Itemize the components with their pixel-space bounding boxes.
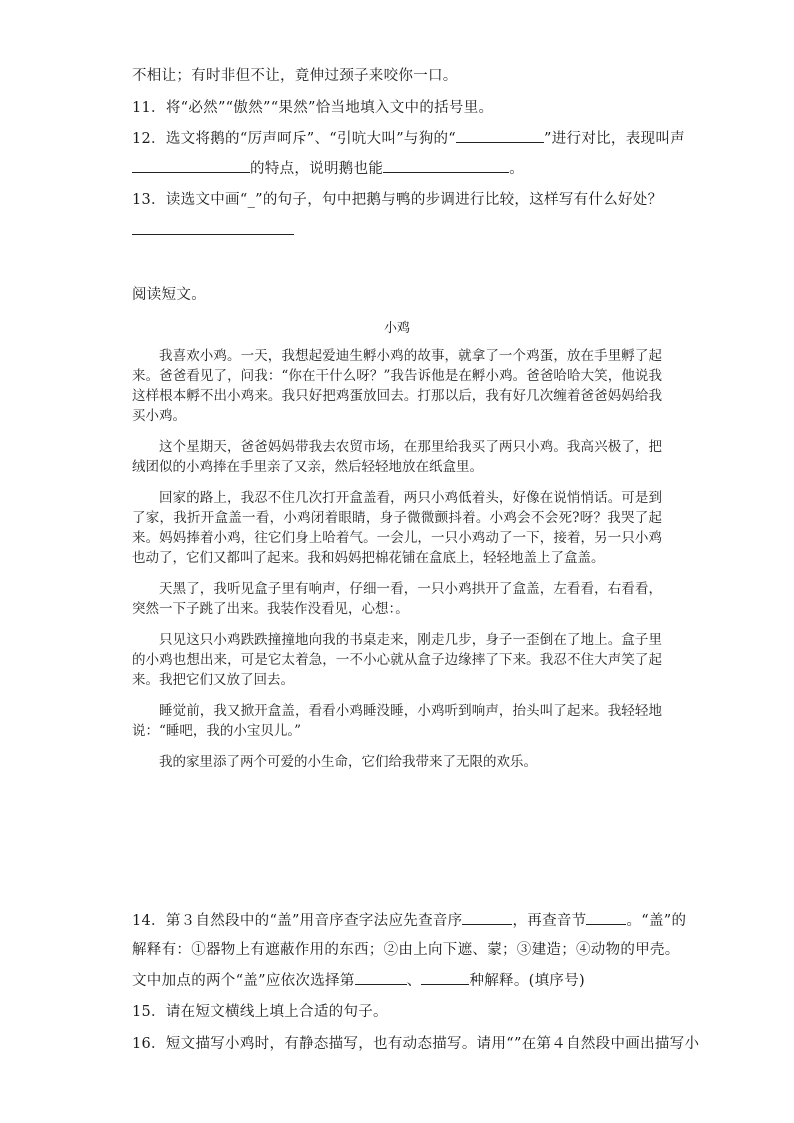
answer-blank[interactable] bbox=[355, 970, 407, 985]
question-13: 13．读选文中画“_”的句子，句中把鹅与鸭的步调进行比较，这样写有什么好处？ bbox=[132, 192, 663, 208]
question-12 bbox=[132, 128, 685, 149]
question-14-text-d: 文中加点的两个“盖”应依次选择第 bbox=[132, 973, 355, 989]
answer-blank[interactable] bbox=[383, 158, 509, 173]
question-15: 15．请在短文横线上填上合适的句子。 bbox=[132, 1004, 388, 1020]
question-14 bbox=[132, 910, 686, 931]
question-12-text-b: ”进行对比，表现叫声 bbox=[544, 131, 685, 147]
answer-blank[interactable] bbox=[586, 910, 626, 925]
question-14-cont bbox=[132, 970, 585, 991]
question-13-answer-line bbox=[132, 220, 294, 241]
story-paragraph-1: 我喜欢小鸡。一天，我想起爱迪生孵小鸡的故事，就拿了一个鸡蛋，放在手里孵了起来。爸爸看见了，问我：“你在干什么呀？”我告诉他是在孵小鸡。爸爸哈哈大笑，他说我这样根本孵不出小鸡来。我只好把鸡蛋放回去。打那以后，我有好几次缠着爸爸妈妈给我买小鸡。 bbox=[132, 348, 662, 424]
question-12-text-c: 的特点，说明鹅也能 bbox=[250, 161, 384, 177]
story-paragraph-6: 睡觉前，我又掀开盒盖，看看小鸡睡没睡，小鸡听到响声，抬头叫了起来。我轻轻地说：“睡吧，我的小宝贝儿。” bbox=[132, 703, 662, 739]
question-11: 11．将“必然”“傲然”“果然”恰当地填入文中的括号里。 bbox=[132, 100, 494, 116]
question-14-text-a: 14．第３自然段中的“盖”用音序查字法应先查音序 bbox=[132, 913, 463, 929]
story-paragraph-7: 我的家里添了两个可爱的小生命，它们给我带来了无限的欢乐。 bbox=[159, 754, 537, 770]
story-paragraph-4: 天黑了，我听见盒子里有响声，仔细一看，一只小鸡拱开了盒盖，左看看，右看看，突然一下子跳了出来。我装作没看见，心想：。 bbox=[132, 581, 662, 617]
answer-blank[interactable] bbox=[456, 128, 544, 143]
answer-blank[interactable] bbox=[462, 910, 512, 925]
question-14-text-c: 。“盖”的 bbox=[626, 913, 687, 929]
question-12-text-a: 12．选文将鹅的“厉声呵斥”、“引吭大叫”与狗的“ bbox=[132, 131, 457, 147]
question-12-cont bbox=[132, 158, 524, 179]
previous-passage-end: 不相让；有时非但不让，竟伸过颈子来咬你一口。 bbox=[132, 68, 458, 84]
answer-blank[interactable] bbox=[132, 220, 294, 235]
question-14-text-b: ，再查音节 bbox=[512, 913, 587, 929]
story-body bbox=[132, 346, 662, 772]
story-paragraph-5: 只见这只小鸡跌跌撞撞地向我的书桌走来，刚走几步，身子一歪倒在了地上。盒子里的小鸡也想出来，可是它太着急，一不小心就从盒子边缘摔了下来。我忍不住大声笑了起来。我把它们又放了回去。 bbox=[132, 632, 662, 688]
question-14-text-e: 、 bbox=[406, 973, 422, 989]
question-14-text-f: 种解释。(填序号) bbox=[469, 973, 585, 989]
reading-prompt: 阅读短文。 bbox=[132, 287, 206, 303]
story-paragraph-3: 回家的路上，我忍不住几次打开盒盖看，两只小鸡低着头，好像在说悄悄话。可是到了家，我折开盒盖一看，小鸡闭着眼睛，身子微微颤抖着。小鸡会不会死?呀？我哭了起来。妈妈捧着小鸡，往它们身上哈着气。一会儿，一只小鸡动了一下，接着，另一只小鸡也动了，它们又都叫了起来。我和妈妈把棉花铺在盒底上，轻轻地盖上了盒盖。 bbox=[132, 490, 662, 566]
answer-blank[interactable] bbox=[421, 970, 469, 985]
question-16: 16．短文描写小鸡时，有静态描写，也有动态描写。请用“”在第４自然段中画出描写小 bbox=[132, 1036, 700, 1052]
story-title: 小鸡 bbox=[383, 321, 410, 336]
answer-blank[interactable] bbox=[132, 158, 250, 173]
question-14-definitions: 解释有：①器物上有遮蔽作用的东西；②由上向下遮、蒙；③建造；④动物的甲壳。 bbox=[132, 942, 680, 958]
story-paragraph-2: 这个星期天，爸爸妈妈带我去农贸市场，在那里给我买了两只小鸡。我高兴极了，把绒团似的小鸡捧在手里亲了又亲，然后轻轻地放在纸盒里。 bbox=[132, 439, 662, 475]
question-12-text-d: 。 bbox=[509, 161, 525, 177]
